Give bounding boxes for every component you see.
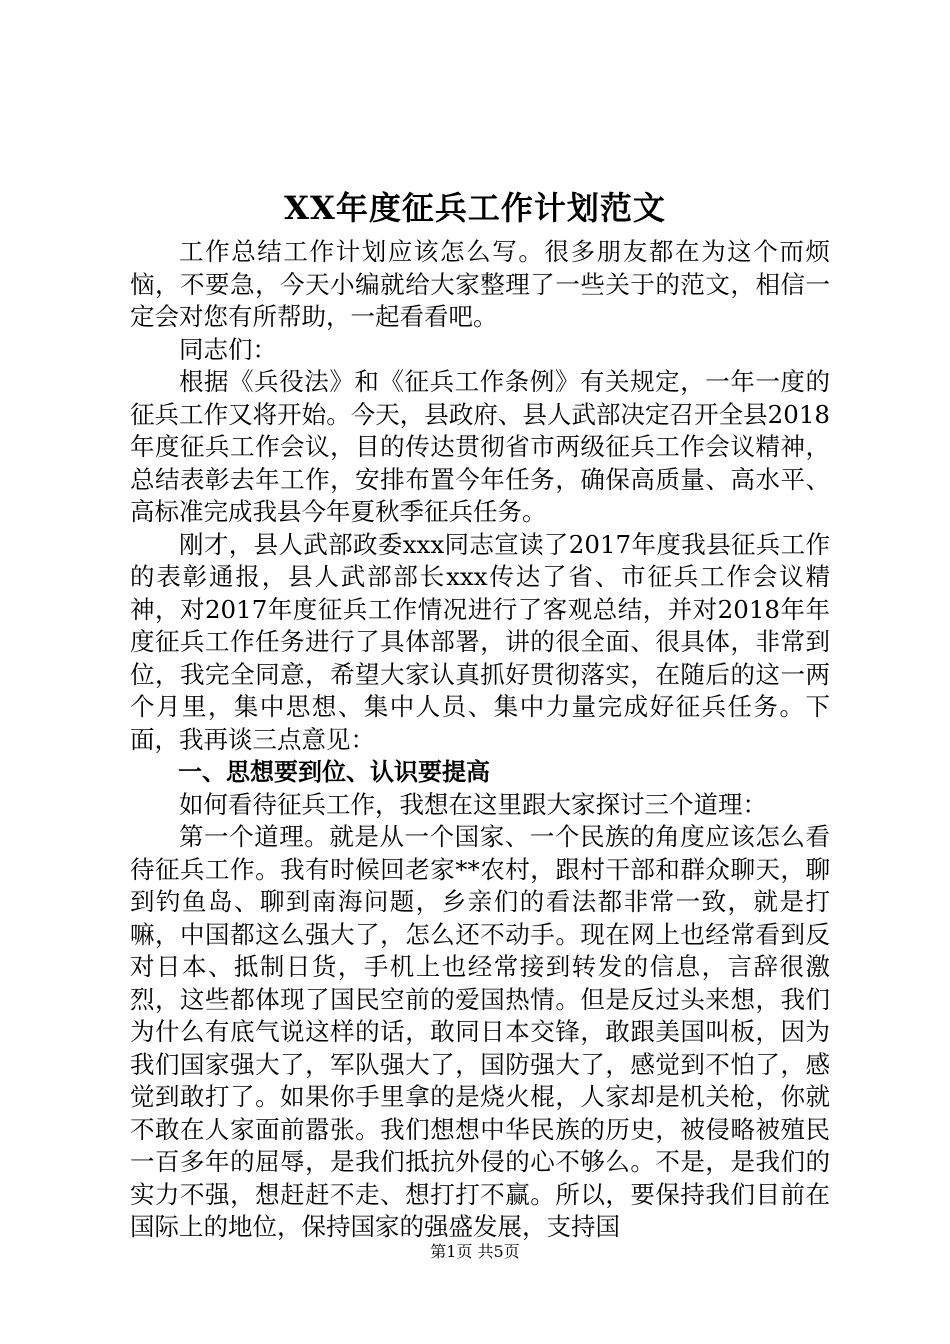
- body-paragraph: 刚才，县人武部政委xxx同志宣读了2017年度我县征兵工作的表彰通报，县人武部部长xxx传达了省、市征兵工作会议精神，对2017年度征兵工作情况进行了客观总结，并对2018年年度征兵工作任务进行了具体部署，讲的很全面、很具体，非常到位，我完全同意，希望大家认真抓好贯彻落实，在随后的这一两个月里，集中思想、集中人员、集中力量完成好征兵任务。下面，我再谈三点意见：: [130, 529, 830, 754]
- body-paragraph: 根据《兵役法》和《征兵工作条例》有关规定，一年一度的征兵工作又将开始。今天，县政府、县人武部决定召开全县2018年度征兵工作会议，目的传达贯彻省市两级征兵工作会议精神，总结表彰去年工作，安排布置今年任务，确保高质量、高水平、高标准完成我县今年夏秋季征兵任务。: [130, 367, 830, 526]
- body-paragraph: 第一个道理。就是从一个国家、一个民族的角度应该怎么看待征兵工作。我有时候回老家**农村，跟村干部和群众聊天，聊到钓鱼岛、聊到南海问题，乡亲们的看法都非常一致，就是打嘛，中国都这么强大了，怎么还不动手。现在网上也经常看到反对日本、抵制日货，手机上也经常接到转发的信息，言辞很激烈，这些都体现了国民空前的爱国热情。但是反过头来想，我们为什么有底气说这样的话，敢同日本交锋，敢跟美国叫板，因为我们国家强大了，军队强大了，国防强大了，感觉到不怕了，感觉到敢打了。如果你手里拿的是烧火棍，人家却是机关枪，你就不敢在人家面前嚣张。我们想想中华民族的历史，被侵略被殖民一百多年的屈辱，是我们抵抗外侵的心不够么。不是，是我们的实力不强，想赶赶不走、想打打不赢。所以，要保持我们目前在国际上的地位，保持国家的强盛发展，支持国: [130, 822, 830, 1241]
- page-footer: 第1页 共5页: [430, 1242, 520, 1261]
- document-body: [130, 236, 830, 1244]
- salutation: 同志们：: [179, 334, 277, 364]
- intro-paragraph: 工作总结工作计划应该怎么写。很多朋友都在为这个而烦恼，不要急，今天小编就给大家整理了一些关于的范文，相信一定会对您有所帮助，一起看看吧。: [130, 237, 830, 331]
- body-paragraph: 如何看待征兵工作，我想在这里跟大家探讨三个道理：: [179, 789, 767, 819]
- document-title: XX年度征兵工作计划范文: [284, 189, 666, 227]
- section-heading: 一、思想要到位、认识要提高: [178, 758, 490, 786]
